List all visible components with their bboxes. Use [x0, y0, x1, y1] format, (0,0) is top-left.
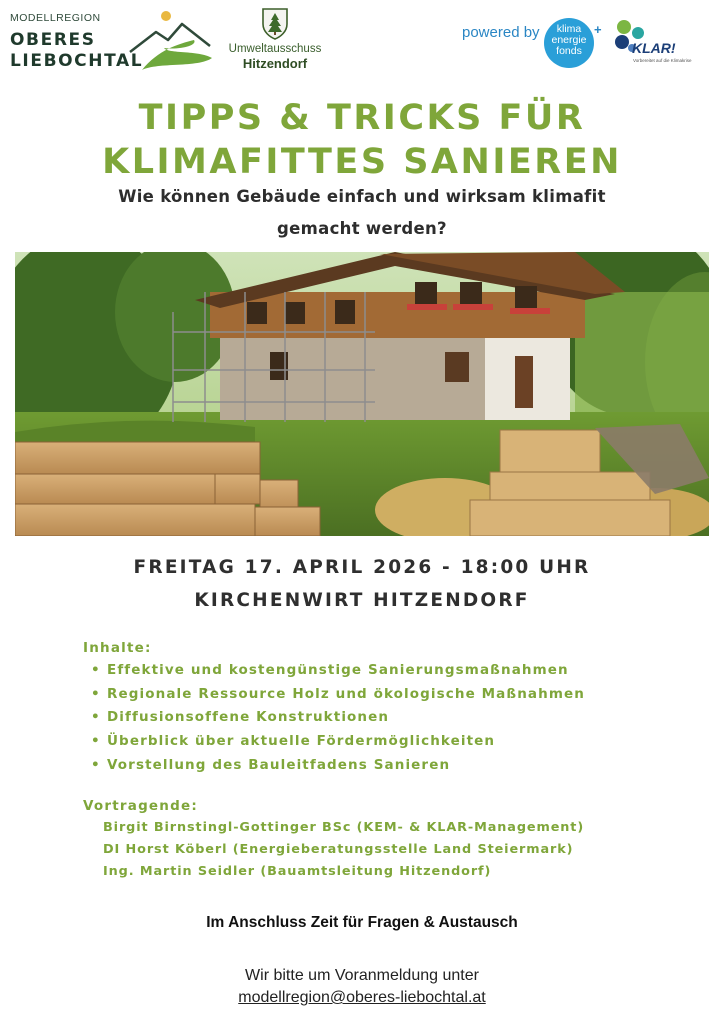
klar-name: KLAR! [632, 40, 676, 56]
bullet-icon: • [91, 662, 101, 678]
hills-icon [128, 10, 218, 72]
list-item-text: Vorstellung des Bauleitfadens Sanieren [107, 756, 451, 773]
list-item-text: Effektive und kostengünstige Sanierungsmaßnahmen [107, 662, 569, 678]
klar-tagline: Vorbereitet auf die Klimakrise [633, 58, 692, 63]
list-item [91, 662, 585, 686]
subtitle-line2: gemacht werden? [277, 219, 447, 238]
coat-of-arms-icon [262, 8, 288, 40]
event-location: KIRCHENWIRT HITZENDORF [194, 590, 530, 611]
content-heading: Inhalte: [83, 640, 152, 656]
list-item [91, 709, 585, 733]
klima-fonds-circle [544, 18, 594, 68]
title-line1: TIPPS & TRICKS FÜR [138, 98, 586, 138]
logo-liebochtal-label: LIEBOCHTAL [10, 51, 144, 71]
speakers-heading: Vortragende: [83, 798, 198, 814]
followup-note: Im Anschluss Zeit für Fragen & Austausch [206, 914, 518, 931]
speaker-item: DI Horst Köberl (Energieberatungsstelle Land Steiermark) [103, 842, 574, 857]
bullet-icon: • [91, 709, 101, 726]
subtitle-line1: Wie können Gebäude einfach und wirksam klimafit [118, 187, 606, 206]
circle-line2: energie [551, 34, 587, 46]
email-link[interactable]: modellregion@oberes-liebochtal.at [238, 989, 486, 1006]
hitzendorf-line1: Umweltausschuss [228, 43, 322, 55]
circle-line3: fonds [556, 45, 582, 57]
event-date: FREITAG 17. APRIL 2026 - 18:00 UHR [133, 557, 591, 578]
title-line2: KLIMAFITTES SANIEREN [102, 142, 622, 182]
content-list [91, 662, 585, 780]
bullet-icon: • [91, 685, 101, 702]
circle-line1: klima [556, 23, 582, 35]
hitzendorf-logo [225, 8, 325, 74]
hitzendorf-line2: Hitzendorf [242, 56, 308, 71]
list-item [91, 686, 585, 710]
list-item-text: Diffusionsoffene Konstruktionen [107, 709, 390, 726]
list-item-text: Regionale Ressource Holz und ökologische Maßnahmen [107, 685, 585, 702]
list-item [91, 757, 585, 781]
klar-logo [614, 18, 710, 70]
list-item [91, 733, 585, 757]
bullet-icon: • [91, 733, 101, 750]
klima-energie-fonds-logo [462, 18, 604, 70]
bullet-icon: • [91, 756, 101, 773]
logo-oberes-label: OBERES [10, 30, 96, 50]
registration-note: Wir bitte um Voranmeldung unter [245, 967, 479, 984]
list-item-text: Überblick über aktuelle Fördermöglichkeiten [107, 733, 496, 750]
speaker-item: Ing. Martin Seidler (Bauamtsleitung Hitzendorf) [103, 864, 492, 879]
speaker-item: Birgit Birnstingl-Gottinger BSc (KEM- & KLAR-Management) [103, 820, 585, 835]
plus-mark: + [594, 22, 602, 37]
logo-modellregion-label: MODELLREGION [10, 12, 101, 24]
modellregion-logo [10, 10, 215, 72]
house-renovation-photo [15, 252, 709, 536]
powered-by-label: powered by [462, 24, 540, 41]
